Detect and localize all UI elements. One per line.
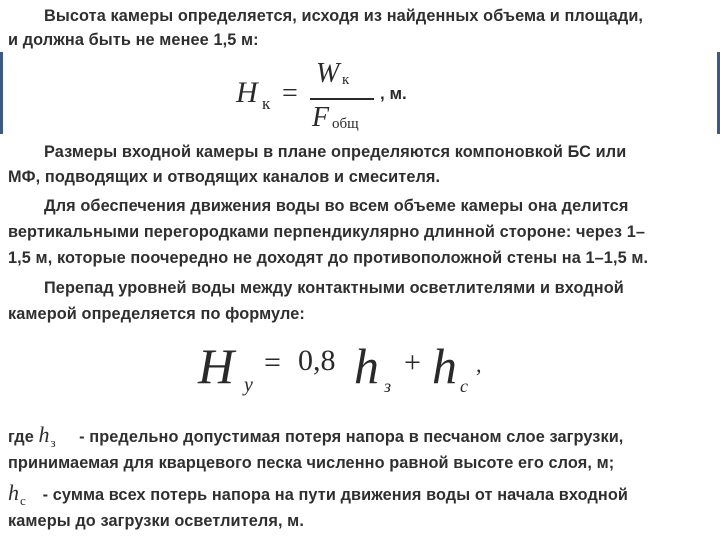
paragraph-inlet-dimensions — [8, 142, 708, 163]
paragraph-chamber-height-cont — [8, 30, 708, 51]
formula-numerator-subscript: к — [342, 72, 350, 88]
paragraph-line: принимаемая для кварцевого песка численно равной высоте его слоя, м; — [8, 454, 615, 472]
formula-lhs-subscript: у — [244, 374, 253, 396]
formula-denominator: F — [312, 102, 330, 133]
formula-unit: , м. — [380, 84, 407, 103]
where-line-4 — [8, 511, 708, 532]
paragraph-line: Для обеспечения движения воды во всем объеме камеры она делится — [44, 197, 629, 215]
symbol-hz — [38, 422, 74, 450]
definition-hs: - сумма всех потерь напора на пути движения воды от начала входной — [42, 486, 629, 504]
paragraph-chamber-height — [8, 6, 708, 27]
formula-comma: , — [476, 352, 482, 377]
formula-term-hz-subscript: з — [384, 376, 392, 396]
formula-lhs-subscript: к — [262, 94, 271, 113]
paragraph-line: Перепад уровней воды между контактными осветлителями и входной — [44, 279, 624, 297]
paragraph-line: МФ, подводящих и отводящих каналов и смесителя. — [8, 168, 441, 186]
symbol-hs — [8, 480, 38, 508]
paragraph-inlet-dimensions-cont — [8, 167, 708, 188]
where-line-3 — [8, 482, 708, 506]
formula-lhs: H — [198, 338, 235, 394]
formula-equals: = — [264, 346, 281, 379]
symbol-hz-subscript: з — [50, 435, 56, 450]
fraction-bar — [310, 98, 374, 100]
formula-plus: + — [404, 346, 421, 379]
paragraph-line: камеры до загрузки осветлителя, м. — [8, 512, 304, 530]
formula-term-hs-subscript: с — [460, 376, 468, 396]
paragraph-line: вертикальными перегородками перпендикулярно длинной стороне: через 1– — [8, 223, 646, 241]
formula-denominator-subscript: общ — [332, 116, 359, 132]
formula-term-hs: h — [432, 338, 457, 394]
formula-equals: = — [282, 78, 298, 109]
paragraph-level-difference-cont — [8, 304, 708, 325]
symbol-hz-letter: h — [38, 422, 50, 447]
paragraph-partitions-cont — [8, 222, 708, 243]
where-line-1 — [8, 424, 708, 448]
paragraph-partitions — [8, 196, 708, 217]
where-word: где — [8, 428, 34, 446]
paragraph-line: 1,5 м, которые поочередно не доходят до противоположной стены на 1–1,5 м. — [8, 249, 649, 267]
paragraph-line: Размеры входной камеры в плане определяются компоновкой БС или — [44, 143, 627, 161]
paragraph-line: и должна быть не менее 1,5 м: — [8, 31, 259, 49]
formula-lhs: H — [236, 76, 258, 109]
where-line-2 — [8, 453, 708, 474]
formula-coefficient: 0,8 — [298, 344, 336, 377]
formula-numerator: W — [316, 58, 340, 89]
paragraph-line: камерой определяется по формуле: — [8, 305, 305, 323]
formula-chamber-height — [232, 56, 452, 136]
paragraph-level-difference — [8, 278, 708, 299]
formula-level-difference — [198, 338, 498, 402]
formula-term-hz: h — [354, 338, 379, 394]
symbol-hs-letter: h — [8, 480, 20, 505]
paragraph-partitions-cont2 — [8, 248, 708, 269]
definition-hz: - предельно допустимая потеря напора в песчаном слое загрузки, — [79, 428, 624, 446]
paragraph-line: Высота камеры определяется, исходя из найденных объема и площади, — [44, 7, 644, 25]
symbol-hs-subscript: с — [20, 493, 26, 508]
left-edge-bar — [0, 52, 3, 134]
